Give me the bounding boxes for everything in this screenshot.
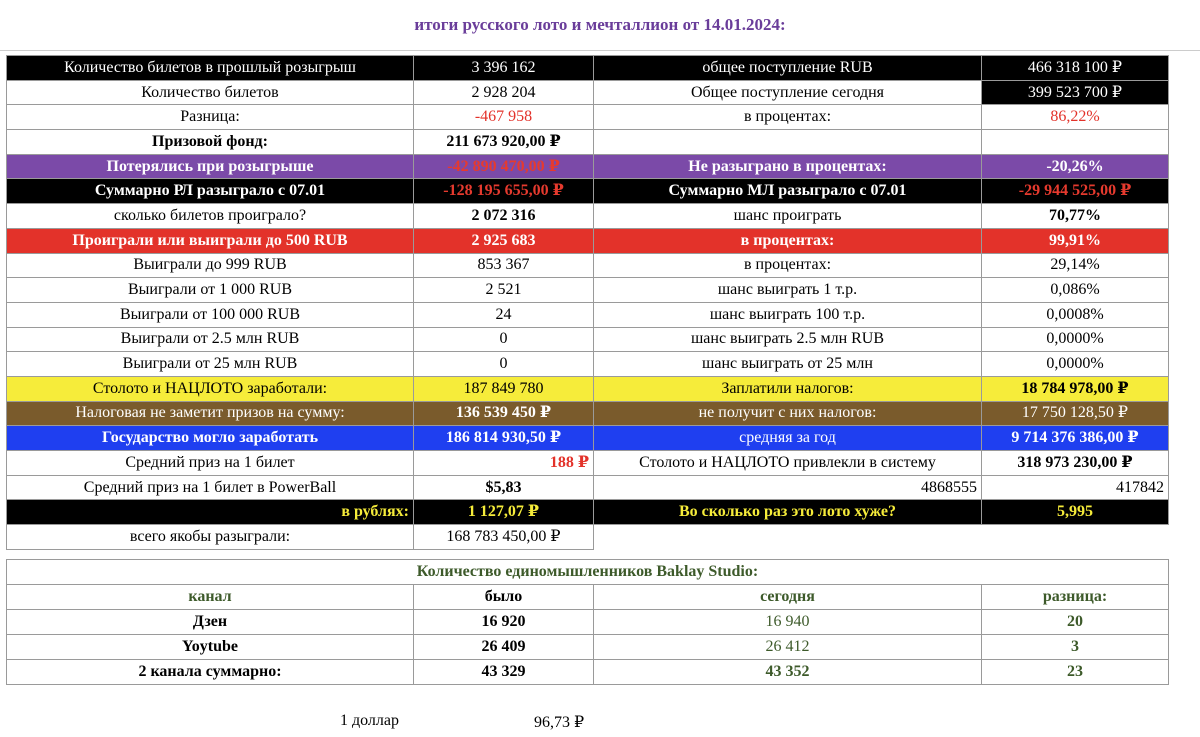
cell[interactable]: 0,0008%: [982, 302, 1169, 327]
cell[interactable]: в процентах:: [594, 228, 982, 253]
cell[interactable]: 2 521: [414, 278, 594, 303]
cell[interactable]: 4868555: [594, 475, 982, 500]
cell[interactable]: Разница:: [7, 105, 414, 130]
cell[interactable]: -128 195 655,00 ₽: [414, 179, 594, 204]
cell[interactable]: Суммарно РЛ разыграло с 07.01: [7, 179, 414, 204]
cell[interactable]: в рублях:: [7, 500, 414, 525]
usd-rate-row: [0, 712, 1200, 736]
table-row: [7, 228, 1169, 253]
cell[interactable]: не получит с них налогов:: [594, 401, 982, 426]
cell[interactable]: шанс выиграть 100 т.р.: [594, 302, 982, 327]
cell[interactable]: Средний приз на 1 билет: [7, 451, 414, 476]
cell[interactable]: Столото и НАЦЛОТО заработали:: [7, 376, 414, 401]
cell[interactable]: 20: [982, 610, 1169, 635]
table-header-row: [7, 585, 1169, 610]
cell[interactable]: Призовой фонд:: [7, 130, 414, 155]
table-row: [7, 56, 1169, 81]
cell[interactable]: 168 783 450,00 ₽: [414, 525, 594, 550]
table-row: [7, 327, 1169, 352]
table-row: [7, 105, 1169, 130]
cell[interactable]: Выиграли до 999 RUB: [7, 253, 414, 278]
cell[interactable]: -29 944 525,00 ₽: [982, 179, 1169, 204]
cell[interactable]: 136 539 450 ₽: [414, 401, 594, 426]
cell[interactable]: 23: [982, 660, 1169, 685]
cell[interactable]: -467 958: [414, 105, 594, 130]
sheet-title: итоги русского лото и мечталлион от 14.01.2024:: [0, 0, 1200, 51]
lottery-results-table: [6, 55, 1169, 550]
table-row: [7, 130, 1169, 155]
cell[interactable]: Выиграли от 1 000 RUB: [7, 278, 414, 303]
cell[interactable]: 43 329: [414, 660, 594, 685]
table-row: [7, 401, 1169, 426]
cell[interactable]: Государство могло заработать: [7, 426, 414, 451]
cell[interactable]: 99,91%: [982, 228, 1169, 253]
cell[interactable]: 16 940: [594, 610, 982, 635]
cell[interactable]: 1 127,07 ₽: [414, 500, 594, 525]
cell[interactable]: сколько билетов проиграло?: [7, 204, 414, 229]
cell[interactable]: 3: [982, 635, 1169, 660]
table-row: [7, 475, 1169, 500]
table-row: [7, 253, 1169, 278]
table-row: [7, 426, 1169, 451]
cell[interactable]: -42 890 470,00 ₽: [414, 154, 594, 179]
table-row: [7, 376, 1169, 401]
cell[interactable]: всего якобы разыграли:: [7, 525, 414, 550]
cell[interactable]: [594, 130, 982, 155]
cell[interactable]: 86,22%: [982, 105, 1169, 130]
table-row: [7, 451, 1169, 476]
cell[interactable]: 417842: [982, 475, 1169, 500]
cell[interactable]: Заплатили налогов:: [594, 376, 982, 401]
subscribers-table: [6, 559, 1169, 685]
cell[interactable]: шанс выиграть 1 т.р.: [594, 278, 982, 303]
cell[interactable]: 0: [414, 327, 594, 352]
cell[interactable]: Налоговая не заметит призов на сумму:: [7, 401, 414, 426]
cell[interactable]: 211 673 920,00 ₽: [414, 130, 594, 155]
cell[interactable]: 2 канала суммарно:: [7, 660, 414, 685]
cell[interactable]: -20,26%: [982, 154, 1169, 179]
cell[interactable]: 26 409: [414, 635, 594, 660]
column-header[interactable]: было: [414, 585, 594, 610]
cell[interactable]: Количество билетов в прошлый розыгрыш: [7, 56, 414, 81]
table-row: [7, 560, 1169, 585]
cell[interactable]: Количество билетов: [7, 80, 414, 105]
cell[interactable]: 187 849 780: [414, 376, 594, 401]
cell[interactable]: в процентах:: [594, 253, 982, 278]
cell[interactable]: 43 352: [594, 660, 982, 685]
cell[interactable]: общее поступление RUB: [594, 56, 982, 81]
cell[interactable]: 0: [414, 352, 594, 377]
cell[interactable]: Потерялись при розыгрыше: [7, 154, 414, 179]
cell[interactable]: шанс выиграть 2.5 млн RUB: [594, 327, 982, 352]
cell[interactable]: 24: [414, 302, 594, 327]
cell[interactable]: Во сколько раз это лото хуже?: [594, 500, 982, 525]
cell[interactable]: шанс проиграть: [594, 204, 982, 229]
cell[interactable]: 70,77%: [982, 204, 1169, 229]
column-header[interactable]: канал: [7, 585, 414, 610]
column-header[interactable]: разница:: [982, 585, 1169, 610]
cell[interactable]: Суммарно МЛ разыграло с 07.01: [594, 179, 982, 204]
subscribers-title: Количество единомышленников Baklay Studio:: [7, 560, 1169, 585]
usd-label[interactable]: 1 доллар: [340, 712, 399, 729]
cell[interactable]: Общее поступление сегодня: [594, 80, 982, 105]
cell[interactable]: Выиграли от 100 000 RUB: [7, 302, 414, 327]
cell[interactable]: в процентах:: [594, 105, 982, 130]
cell[interactable]: Не разыграно в процентах:: [594, 154, 982, 179]
table-row: [7, 635, 1169, 660]
table-row: [7, 179, 1169, 204]
cell[interactable]: 186 814 930,50 ₽: [414, 426, 594, 451]
cell[interactable]: $5,83: [414, 475, 594, 500]
cell[interactable]: 26 412: [594, 635, 982, 660]
cell[interactable]: 188 ₽: [414, 451, 594, 476]
cell[interactable]: 399 523 700 ₽: [982, 80, 1169, 105]
column-header[interactable]: сегодня: [594, 585, 982, 610]
table-row: [7, 660, 1169, 685]
cell[interactable]: 0,086%: [982, 278, 1169, 303]
cell[interactable]: 2 072 316: [414, 204, 594, 229]
cell[interactable]: Средний приз на 1 билет в PowerBall: [7, 475, 414, 500]
cell[interactable]: [982, 525, 1169, 550]
cell[interactable]: 5,995: [982, 500, 1169, 525]
cell[interactable]: [594, 525, 982, 550]
cell[interactable]: Выиграли от 25 млн RUB: [7, 352, 414, 377]
cell[interactable]: Yoytube: [7, 635, 414, 660]
cell[interactable]: средняя за год: [594, 426, 982, 451]
cell[interactable]: Дзен: [7, 610, 414, 635]
cell[interactable]: 466 318 100 ₽: [982, 56, 1169, 81]
cell[interactable]: шанс выиграть от 25 млн: [594, 352, 982, 377]
cell[interactable]: 16 920: [414, 610, 594, 635]
table-row: [7, 610, 1169, 635]
cell[interactable]: 318 973 230,00 ₽: [982, 451, 1169, 476]
cell[interactable]: Проиграли или выиграли до 500 RUB: [7, 228, 414, 253]
cell[interactable]: Выиграли от 2.5 млн RUB: [7, 327, 414, 352]
table-row: [7, 500, 1169, 525]
cell[interactable]: 17 750 128,50 ₽: [982, 401, 1169, 426]
cell[interactable]: 853 367: [414, 253, 594, 278]
cell[interactable]: Столото и НАЦЛОТО привлекли в систему: [594, 451, 982, 476]
table-row: [7, 352, 1169, 377]
cell[interactable]: [982, 130, 1169, 155]
table-row: [7, 80, 1169, 105]
table-row: [7, 204, 1169, 229]
cell[interactable]: 29,14%: [982, 253, 1169, 278]
table-row: [7, 302, 1169, 327]
table-row: [7, 525, 1169, 550]
usd-value[interactable]: 96,73 ₽: [534, 714, 585, 731]
cell[interactable]: 3 396 162: [414, 56, 594, 81]
table-row: [7, 154, 1169, 179]
cell[interactable]: 18 784 978,00 ₽: [982, 376, 1169, 401]
table-row: [7, 278, 1169, 303]
cell[interactable]: 9 714 376 386,00 ₽: [982, 426, 1169, 451]
cell[interactable]: 2 928 204: [414, 80, 594, 105]
cell[interactable]: 0,0000%: [982, 327, 1169, 352]
cell[interactable]: 0,0000%: [982, 352, 1169, 377]
cell[interactable]: 2 925 683: [414, 228, 594, 253]
